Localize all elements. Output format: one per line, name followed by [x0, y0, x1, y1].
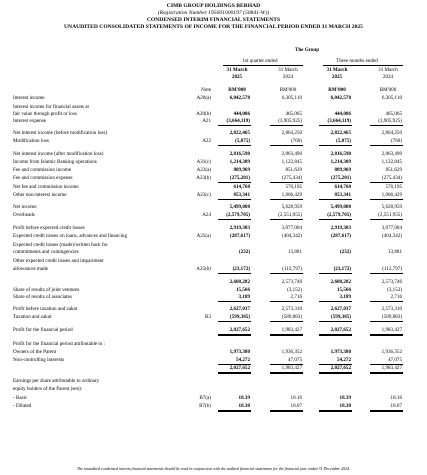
- cell-col1: 6,042,578: [229, 95, 250, 101]
- cell-col1: 15,566: [235, 287, 250, 293]
- underline-rule: [319, 219, 352, 220]
- cell-col3: 2,919,303: [330, 225, 351, 231]
- cell-col4: 2,716: [390, 294, 402, 300]
- cell-col1: 853,341: [233, 192, 250, 198]
- row-note: A22: [202, 138, 211, 144]
- underline-rule: [370, 301, 403, 302]
- row-label: Profit for the financial period attributable to :: [13, 341, 106, 347]
- cell-col1: 18.39: [238, 395, 250, 401]
- row-note: A20(b): [196, 111, 211, 117]
- row-label: Other expected credit losses and impairment: [13, 258, 104, 264]
- cell-col3: 2,027,652: [330, 327, 351, 333]
- cell-col3: 889,969: [334, 167, 351, 173]
- cell-col1: (232): [238, 249, 250, 255]
- cell-col2: 6,305,110: [281, 95, 302, 101]
- underline-rule: [270, 145, 303, 146]
- cell-col1: 2,608,282: [229, 279, 250, 285]
- row-label: Taxation and zakat: [13, 314, 52, 320]
- underline-rule: [319, 321, 352, 322]
- underline-rule: [270, 335, 303, 336]
- cell-col2: 2,864,250: [281, 130, 302, 136]
- cell-col3: 1,973,380: [330, 349, 351, 355]
- cell-col4: 1,122,845: [381, 159, 402, 165]
- row-note: B3: [205, 314, 211, 320]
- row-note: A25(a): [196, 233, 211, 239]
- cell-col3: 18.30: [339, 403, 351, 409]
- cell-col3: 18.39: [339, 395, 351, 401]
- cell-col1: 2,816,590: [229, 151, 250, 157]
- col3-year: 2025: [331, 74, 343, 80]
- underline-rule: [370, 373, 403, 374]
- col4-unit: RM'000: [379, 87, 397, 93]
- underline-rule: [270, 411, 303, 412]
- row-label: Interest income for financial assets at: [13, 104, 89, 110]
- cell-col2: 2,863,490: [281, 151, 302, 157]
- cell-col1: 2,627,037: [229, 306, 250, 312]
- cell-col2: 1,122,845: [281, 159, 302, 165]
- row-note: A23(a): [196, 167, 211, 173]
- row-note: A23(c): [196, 192, 211, 198]
- period1-rule: [223, 65, 303, 66]
- cell-col1: 1,973,380: [229, 349, 250, 355]
- row-label: Interest expense: [13, 118, 46, 124]
- row-label: Owners of the Parent: [13, 349, 57, 355]
- cell-col3: (23,172): [333, 266, 351, 272]
- underline-rule: [218, 321, 251, 322]
- underline-rule: [370, 321, 403, 322]
- cell-col4: (2,551,955): [378, 212, 402, 218]
- row-note: A23(b): [196, 175, 211, 181]
- underline-rule: [370, 335, 403, 336]
- cell-col4: 18.07: [390, 403, 402, 409]
- row-label: Other non-interest income: [13, 192, 67, 198]
- cell-col2: 1,983,427: [281, 327, 302, 333]
- cell-col2: 1,983,427: [281, 365, 302, 371]
- cell-col3: 2,608,282: [330, 279, 351, 285]
- cell-col3: 444,006: [334, 111, 351, 117]
- period2-header: Three months ended: [336, 58, 378, 64]
- cell-col3: (2,579,705): [327, 212, 351, 218]
- group-header: The Group: [294, 47, 320, 53]
- cell-col4: 851,629: [385, 167, 402, 173]
- cell-col2: 1,936,352: [281, 349, 302, 355]
- cell-col4: 5,628,959: [381, 204, 402, 210]
- row-label: Profit before expected credit losses: [13, 225, 85, 231]
- cell-col3: (287,617): [331, 233, 351, 239]
- cell-col4: 18.16: [390, 395, 402, 401]
- cell-col2: 18.16: [290, 395, 302, 401]
- cell-col4: 2,573,310: [381, 306, 402, 312]
- cell-col3: 2,627,037: [330, 306, 351, 312]
- cell-col3: (232): [339, 249, 351, 255]
- row-label: Profit for the financial period: [13, 327, 73, 333]
- cell-col1: 2,822,465: [229, 130, 250, 136]
- cell-col2: 851,629: [285, 167, 302, 173]
- underline-rule: [270, 125, 303, 126]
- cell-col2: (404,342): [282, 233, 302, 239]
- registration-number: (Registration Number 195601000197 (50841-W)): [157, 10, 270, 16]
- row-label: Net interest income (after modification loss): [13, 151, 104, 157]
- cell-col4: 1,983,427: [381, 365, 402, 371]
- cell-col1: 2,919,303: [229, 225, 250, 231]
- cell-col4: 2,863,490: [381, 151, 402, 157]
- cell-col2: (3,905,925): [278, 118, 302, 124]
- cell-col2: 3,077,004: [281, 225, 302, 231]
- underline-rule: [218, 182, 251, 183]
- row-note: A24: [202, 212, 211, 218]
- cell-col3: 3,189: [339, 294, 351, 300]
- cell-col1: (287,617): [230, 233, 250, 239]
- cell-col1: 2,027,652: [229, 365, 250, 371]
- cell-col3: 15,566: [336, 287, 351, 293]
- col1-unit: RM'000: [228, 87, 246, 93]
- row-label: allowances made: [13, 266, 48, 272]
- row-label: Expected credit losses (made)/written back for: [13, 242, 108, 248]
- cell-col2: 47,075: [287, 357, 302, 363]
- underline-rule: [370, 219, 403, 220]
- col2-date: 31 March: [278, 67, 298, 73]
- cell-col2: 576,195: [285, 184, 302, 190]
- underline-rule: [319, 125, 352, 126]
- cell-col4: 576,195: [385, 184, 402, 190]
- underline-rule: [218, 301, 251, 302]
- underline-rule: [218, 125, 251, 126]
- underline-rule: [218, 145, 251, 146]
- statement-title: UNAUDITED CONSOLIDATED STATEMENTS OF INCOME FOR THE FINANCIAL PERIOD ENDED 31 MARCH 2025: [64, 24, 363, 30]
- underline-rule: [319, 273, 352, 274]
- row-label: Modification loss: [13, 138, 49, 144]
- cell-col4: (3,905,925): [378, 118, 402, 124]
- underline-rule: [319, 199, 352, 200]
- cell-col4: 47,075: [387, 357, 402, 363]
- cell-col4: 1,936,352: [381, 349, 402, 355]
- cell-col1: (2,579,705): [226, 212, 250, 218]
- row-label: Share of results of associates: [13, 294, 72, 300]
- cell-col1: 3,189: [238, 294, 250, 300]
- row-label: Overheads: [13, 212, 35, 218]
- cell-col3: 5,499,008: [330, 204, 351, 210]
- underline-rule: [319, 182, 352, 183]
- footnote: The unaudited condensed interim financial statements should be read in conjunction with the audited financial statements for the financial year ended 31 December 2024.: [77, 466, 350, 471]
- underline-rule: [270, 199, 303, 200]
- row-label: Profit before taxation and zakat: [13, 306, 78, 312]
- cell-col1: 614,768: [233, 184, 250, 190]
- period2-rule: [323, 65, 403, 66]
- cell-col4: 6,305,110: [381, 95, 402, 101]
- underline-rule: [370, 182, 403, 183]
- row-label: Net fee and commission income: [13, 184, 79, 190]
- cell-col1: 444,006: [233, 111, 250, 117]
- row-note: A21: [202, 118, 211, 124]
- col2-unit: RM'000: [279, 87, 297, 93]
- underline-rule: [218, 411, 251, 412]
- cell-col2: (112,797): [282, 266, 302, 272]
- underline-rule: [218, 219, 251, 220]
- cell-col3: (3,664,119): [327, 118, 351, 124]
- cell-col3: (599,385): [331, 314, 351, 320]
- cell-col1: 889,969: [233, 167, 250, 173]
- underline-rule: [319, 335, 352, 336]
- row-label: Net interest income (before modification loss): [13, 130, 108, 136]
- cell-col3: 2,027,652: [330, 365, 351, 371]
- cell-col2: 2,716: [290, 294, 302, 300]
- underline-rule: [319, 301, 352, 302]
- row-note: A25(b): [196, 266, 211, 272]
- cell-col3: 614,768: [334, 184, 351, 190]
- row-label: Non-controlling interests: [13, 357, 65, 363]
- document-title: CONDENSED INTERIM FINANCIAL STATEMENTS: [146, 17, 281, 23]
- row-label: Earnings per share attributable to ordinary: [13, 378, 100, 384]
- underline-rule: [218, 273, 251, 274]
- company-name: CIMB GROUP HOLDINGS BERHAD: [166, 3, 261, 9]
- row-label: Share of results of joint ventures: [13, 287, 80, 293]
- cell-col2: (589,883): [282, 314, 302, 320]
- col3-date: 31 March: [326, 67, 348, 73]
- period1-header: 1st quarter ended: [242, 58, 278, 64]
- col4-year: 2024: [382, 74, 394, 80]
- cell-col3: 2,822,465: [330, 130, 351, 136]
- cell-col4: 13,881: [387, 249, 402, 255]
- cell-col3: (275,201): [331, 175, 351, 181]
- row-label: - Basic: [13, 395, 28, 401]
- cell-col3: 1,214,309: [330, 159, 351, 165]
- cell-col3: 54,272: [336, 357, 351, 363]
- cell-col4: (760): [390, 138, 402, 144]
- cell-col1: 5,499,008: [229, 204, 250, 210]
- cell-col4: 1,066,429: [381, 192, 402, 198]
- cell-col4: (404,342): [382, 233, 402, 239]
- underline-rule: [319, 145, 352, 146]
- cell-col4: (589,883): [382, 314, 402, 320]
- col3-unit: RM'000: [328, 87, 346, 93]
- cell-col4: (112,797): [382, 266, 402, 272]
- underline-rule: [270, 219, 303, 220]
- row-label: Fee and commission income: [13, 167, 72, 173]
- cell-col2: 5,628,959: [281, 204, 302, 210]
- underline-rule: [319, 373, 352, 374]
- underline-rule: [270, 182, 303, 183]
- underline-rule: [370, 125, 403, 126]
- row-note: A20(a): [196, 95, 211, 101]
- row-label: commitments and contingencies: [13, 249, 79, 255]
- cell-col3: (5,875): [336, 138, 351, 144]
- underline-rule: [370, 199, 403, 200]
- col4-date: 31 March: [378, 67, 398, 73]
- cell-col4: 3,077,004: [381, 225, 402, 231]
- cell-col1: (3,664,119): [226, 118, 250, 124]
- cell-col1: (23,172): [232, 266, 250, 272]
- cell-col2: (760): [290, 138, 302, 144]
- cell-col4: (275,434): [382, 175, 402, 181]
- row-note: B7(a): [199, 395, 211, 401]
- row-label: Interest income: [13, 95, 45, 101]
- cell-col1: 18.30: [238, 403, 250, 409]
- cell-col1: 1,214,309: [229, 159, 250, 165]
- underline-rule: [370, 411, 403, 412]
- cell-col1: 54,272: [235, 357, 250, 363]
- cell-col2: (275,434): [282, 175, 302, 181]
- underline-rule: [270, 273, 303, 274]
- underline-rule: [270, 321, 303, 322]
- cell-col3: 6,042,578: [330, 95, 351, 101]
- cell-col2: (3,152): [287, 287, 302, 293]
- cell-col2: (2,551,955): [278, 212, 302, 218]
- cell-col4: 2,864,250: [381, 130, 402, 136]
- cell-col3: 853,341: [334, 192, 351, 198]
- underline-rule: [218, 373, 251, 374]
- underline-rule: [218, 335, 251, 336]
- underline-rule: [270, 301, 303, 302]
- cell-col3: 2,816,590: [330, 151, 351, 157]
- cell-col2: 1,066,429: [281, 192, 302, 198]
- col1-date: 31 March: [226, 67, 248, 73]
- row-label: Income from Islamic Banking operations: [13, 159, 97, 165]
- row-label: Fee and commission expense: [13, 175, 73, 181]
- cell-col1: (599,385): [230, 314, 250, 320]
- cell-col2: 13,881: [287, 249, 302, 255]
- col1-year: 2025: [231, 74, 243, 80]
- row-label: fair value through profit or loss: [13, 111, 77, 117]
- cell-col4: 465,065: [385, 111, 402, 117]
- underline-rule: [319, 411, 352, 412]
- cell-col4: 2,573,746: [381, 279, 402, 285]
- col2-year: 2024: [282, 74, 294, 80]
- row-label: Expected credit losses on loans, advances and financing: [13, 233, 128, 239]
- note-header: Note: [201, 87, 211, 93]
- cell-col2: 2,573,746: [281, 279, 302, 285]
- cell-col4: (3,152): [387, 287, 402, 293]
- row-label: Net income: [13, 204, 37, 210]
- cell-col2: 18.07: [290, 403, 302, 409]
- cell-col1: (275,201): [230, 175, 250, 181]
- cell-col4: 1,983,427: [381, 327, 402, 333]
- row-label: - Diluted: [13, 403, 32, 409]
- underline-rule: [370, 273, 403, 274]
- cell-col1: 2,027,652: [229, 327, 250, 333]
- row-note: A31(c): [196, 159, 211, 165]
- row-note: B7(b): [199, 403, 211, 409]
- cell-col1: (5,875): [235, 138, 250, 144]
- underline-rule: [218, 199, 251, 200]
- cell-col2: 465,065: [285, 111, 302, 117]
- row-label: equity holders of the Parent (sen):: [13, 386, 83, 392]
- cell-col2: 2,573,310: [281, 306, 302, 312]
- underline-rule: [370, 145, 403, 146]
- underline-rule: [270, 373, 303, 374]
